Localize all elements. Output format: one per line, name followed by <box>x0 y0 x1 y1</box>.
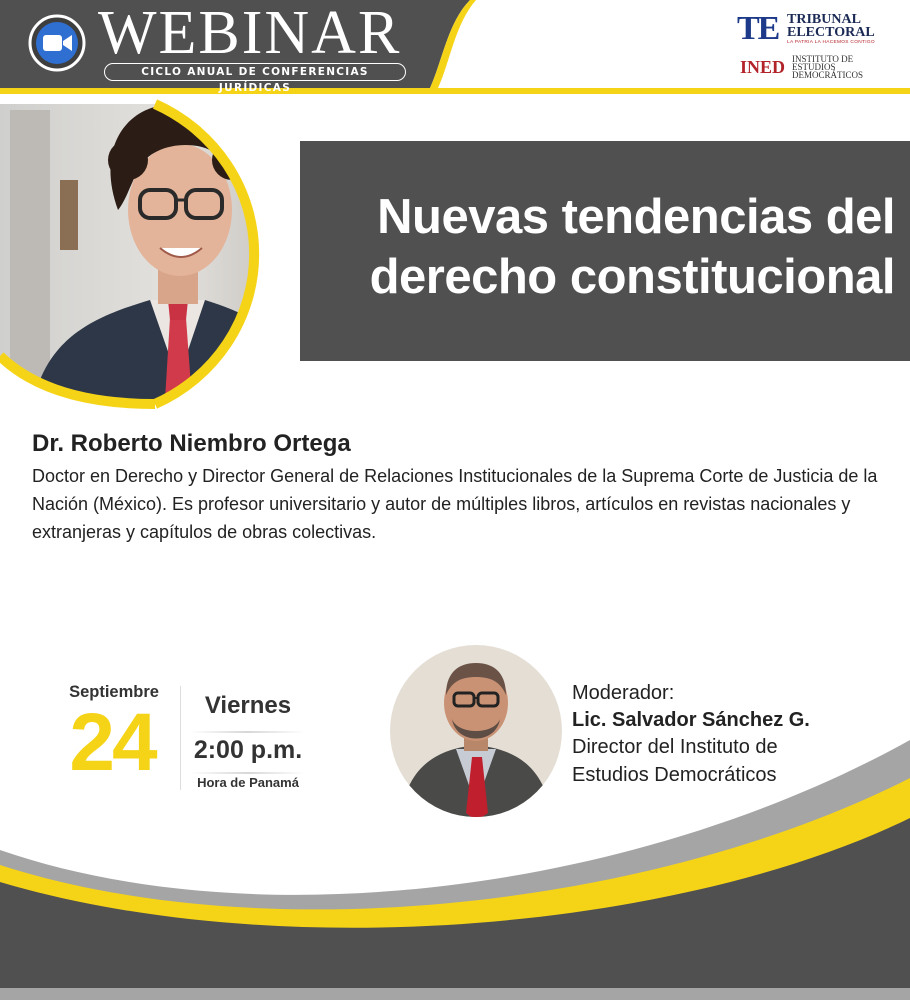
talk-title <box>340 187 895 307</box>
event-timezone: Hora de Panamá <box>197 775 299 790</box>
ined-logo-line2: ESTUDIOS <box>792 62 836 72</box>
event-month: Septiembre <box>69 683 159 701</box>
time-divider-bottom <box>190 772 305 774</box>
te-logo-tagline: LA PATRIA LA HACEMOS CONTIGO <box>787 40 875 45</box>
talk-title-line1: Nuevas tendencias del <box>377 190 895 244</box>
moderator-role-line2: Estudios Democráticos <box>572 764 777 786</box>
event-day: 24 <box>69 697 155 788</box>
time-divider-top <box>190 731 305 733</box>
moderator-name: Lic. Salvador Sánchez G. <box>572 709 810 731</box>
moderator-photo <box>390 645 562 817</box>
talk-title-line2: derecho constitucional <box>369 250 895 304</box>
te-logo-line2: ELECTORAL <box>787 25 875 40</box>
ined-logo-line1: INSTITUTO DE <box>792 54 854 64</box>
te-logo-mark: TE <box>737 10 779 47</box>
webinar-title: WEBINAR <box>98 0 402 67</box>
ined-logo-mark: INED <box>740 57 786 77</box>
date-divider <box>180 686 181 790</box>
webinar-subtitle: CICLO ANUAL DE CONFERENCIAS JURÍDICAS <box>104 63 406 81</box>
speaker-photo <box>0 0 350 420</box>
ined-logo <box>740 55 900 83</box>
tribunal-electoral-logo <box>737 12 897 46</box>
speaker-bio: Doctor en Derecho y Director General de Relaciones Institucionales de la Suprema Corte de Justicia de la Nación (México). Es profesor universitario y autor de múltiples libros, artículos en revistas nacionales y extranjeras y capítulos de obras colectivas. <box>32 466 878 542</box>
te-logo-line1: TRIBUNAL <box>787 12 861 27</box>
event-time: 2:00 p.m. <box>193 736 303 764</box>
event-weekday: Viernes <box>204 692 292 719</box>
ined-logo-line3: DEMOCRÁTICOS <box>792 70 864 80</box>
speaker-name: Dr. Roberto Niembro Ortega <box>32 430 351 457</box>
moderator-role-line1: Director del Instituto de <box>572 736 778 758</box>
moderator-label: Moderador: <box>572 682 675 704</box>
